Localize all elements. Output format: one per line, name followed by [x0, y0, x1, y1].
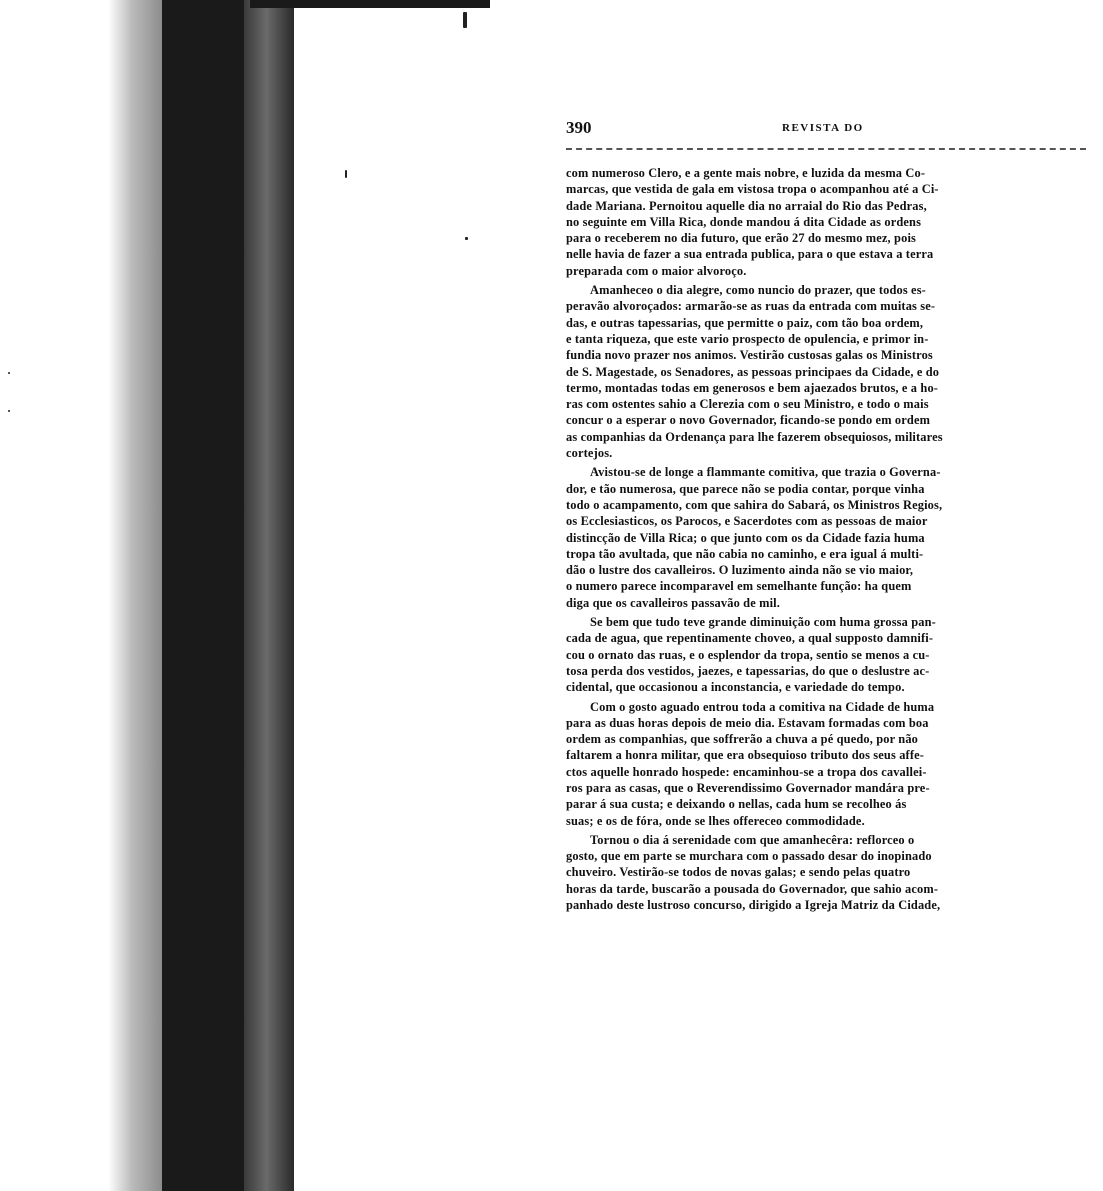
text-line: ctos aquelle honrado hospede: encaminhou-se a tropa dos cavallei- — [566, 764, 927, 779]
paragraph — [566, 614, 1080, 695]
text-line: termo, montadas todas em generosos e bem ajaezados brutos, e a ho- — [566, 380, 939, 395]
text-line: as companhias da Ordenança para lhe fazerem obsequiosos, militares — [566, 429, 943, 444]
header-rule — [566, 148, 1086, 150]
scan-speck — [345, 170, 347, 178]
text-line: dor, e tão numerosa, que parece não se podia contar, porque vinha — [566, 481, 925, 496]
text-line: tropa tão avultada, que não cabia no caminho, e era igual á multi- — [566, 546, 924, 561]
top-edge-mark — [250, 0, 490, 8]
text-line: ordem as companhias, que soffrerão a chuva a pé quedo, por não — [566, 732, 919, 747]
scan-speck — [465, 237, 468, 240]
text-line: panhado deste lustroso concurso, dirigido a Igreja Matriz da Cidade, — [566, 898, 941, 913]
text-line: dão o lustre dos cavalleiros. O luzimento ainda não se vio maior, — [566, 563, 914, 578]
text-line: concur o a esperar o novo Governador, ficando-se pondo em ordem — [566, 413, 931, 428]
text-line: cidental, que occasionou a inconstancia, e variedade do tempo. — [566, 680, 905, 695]
text-line: cada de agua, que repentinamente choveo, a qual supposto damnifi- — [566, 631, 934, 646]
text-line: cortejos. — [566, 446, 613, 461]
text-line: Avistou-se de longe a flammante comitiva, que trazia o Governa- — [590, 465, 941, 480]
text-line: marcas, que vestida de gala em vistosa tropa o acompanhou até a Ci- — [566, 182, 939, 197]
text-line: e tanta riqueza, que este vario prospecto de opulencia, e primor in- — [566, 331, 929, 346]
text-line: tosa perda dos vestidos, jaezes, e tapessarias, do que o deslustre ac- — [566, 663, 930, 678]
text-line: ras com ostentes sahio a Clerezia com o seu Ministro, e todo o mais — [566, 397, 929, 412]
text-line: no seguinte em Villa Rica, donde mandou á dita Cidade as ordens — [566, 214, 922, 229]
text-line: para as duas horas depois de meio dia. Estavam formadas com boa — [566, 715, 929, 730]
paragraph — [566, 832, 1080, 913]
text-line: faltarem a honra militar, que era obsequioso tributo dos seus affe- — [566, 748, 925, 763]
text-line: chuveiro. Vestirão-se todos de novas galas; e sendo pelas quatro — [566, 865, 911, 880]
binding-shadow — [108, 0, 168, 1191]
text-line: distincção de Villa Rica; o que junto com os da Cidade fazia huma — [566, 530, 925, 545]
text-line: Tornou o dia á serenidade com que amanhecêra: reflorceo o — [590, 832, 915, 847]
text-line: gosto, que em parte se murchara com o passado desar do inopinado — [566, 849, 932, 864]
text-line: peravão alvoroçados: armarão-se as ruas da entrada com muitas se- — [566, 299, 936, 314]
book-spine-gutter — [244, 0, 294, 1191]
text-line: os Ecclesiasticos, os Parocos, e Sacerdotes com as pessoas de maior — [566, 514, 928, 529]
text-line: parar á sua custa; e deixando o nellas, cada hum se recolheo ás — [566, 797, 907, 812]
paragraph — [566, 464, 1080, 611]
text-line: nelle havia de fazer a sua entrada publica, para o que estava a terra — [566, 247, 934, 262]
paragraph — [566, 699, 1080, 829]
body-text — [566, 165, 1080, 916]
text-line: de S. Magestade, os Senadores, as pessoas principaes da Cidade, e do — [566, 364, 940, 379]
page-number: 390 — [566, 118, 592, 137]
scan-speck — [463, 12, 467, 28]
text-line: o numero parece incomparavel em semelhante função: ha quem — [566, 579, 912, 594]
text-line: dade Mariana. Pernoitou aquelle dia no arraial do Rio das Pedras, — [566, 198, 927, 213]
text-line: todo o acampamento, com que sahira do Sabará, os Ministros Regios, — [566, 497, 943, 512]
text-line: com numeroso Clero, e a gente mais nobre, e luzida da mesma Co- — [566, 166, 926, 180]
book-spine-dark — [162, 0, 244, 1191]
running-head: REVISTA DO — [782, 122, 864, 134]
text-line: Se bem que tudo teve grande diminuição com huma grossa pan- — [590, 615, 936, 630]
paragraph — [566, 165, 1080, 279]
page-header — [566, 118, 1086, 142]
text-line: Amanheceo o dia alegre, como nuncio do prazer, que todos es- — [590, 283, 926, 298]
text-line: horas da tarde, buscarão a pousada do Governador, que sahio acom- — [566, 881, 939, 896]
text-line: preparada com o maior alvoroço. — [566, 263, 747, 278]
text-line: suas; e os de fóra, onde se lhes offereceo commodidade. — [566, 813, 865, 828]
text-line: para o receberem no dia futuro, que erão 27 do mesmo mez, pois — [566, 231, 917, 246]
text-line: fundia novo prazer nos animos. Vestirão custosas galas os Ministros — [566, 348, 933, 363]
text-line: das, e outras tapessarias, que permitte o paiz, com tão boa ordem, — [566, 315, 924, 330]
paragraph — [566, 282, 1080, 461]
scan-speck — [8, 372, 10, 374]
text-line: cou o ornato das ruas, e o esplendor da tropa, sentio se menos a cu- — [566, 647, 930, 662]
text-line: ros para as casas, que o Reverendissimo Governador mandára pre- — [566, 780, 930, 795]
text-line: diga que os cavalleiros passavão de mil. — [566, 595, 781, 610]
scan-speck — [8, 410, 10, 412]
text-line: Com o gosto aguado entrou toda a comitiva na Cidade de huma — [590, 699, 935, 714]
